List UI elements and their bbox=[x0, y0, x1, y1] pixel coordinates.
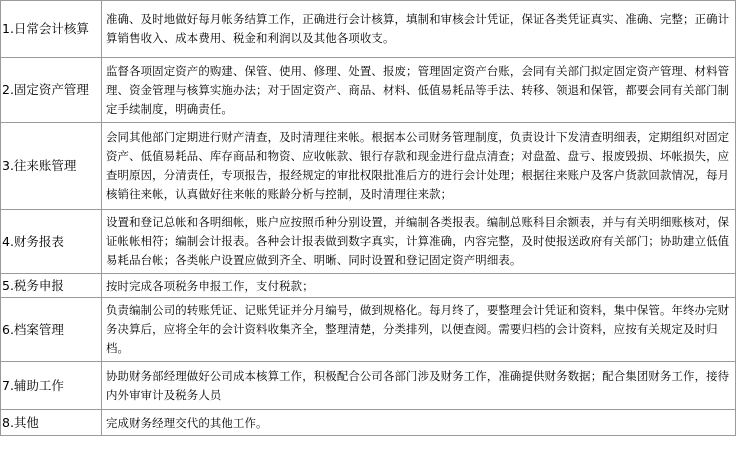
table-row bbox=[1, 1, 736, 58]
category-cell[interactable]: 6.档案管理 bbox=[1, 298, 102, 362]
table-row bbox=[1, 362, 736, 410]
category-cell[interactable]: 4.财务报表 bbox=[1, 210, 102, 274]
category-cell[interactable]: 5.税务申报 bbox=[1, 274, 102, 298]
category-cell[interactable]: 8.其他 bbox=[1, 410, 102, 436]
description-cell[interactable]: 协助财务部经理做好公司成本核算工作，积极配合公司各部门涉及财务工作，准确提供财务数据；配合集团财务工作，接待内外审审计及税务人员 bbox=[102, 362, 736, 410]
description-cell[interactable]: 会同其他部门定期进行财产清查，及时清理往来帐。根据本公司财务管理制度，负责设计下发清查明细表，定期组织对固定资产、低值易耗品、库存商品和物资、应收帐款、银行存款和现金进行盘点清查；对盘盈、盘亏、报废毁损、坏帐损失，应查明原因，分清责任，专项报告，报经规定的审批权限批准后方的进行会计处理；根据往来账户及客户货款回款情况，每月核销往来帐，认真做好往来帐的账龄分析与控制，及时清理往来款； bbox=[102, 123, 736, 210]
table-row bbox=[1, 58, 736, 123]
table-row bbox=[1, 410, 736, 436]
category-cell[interactable]: 2.固定资产管理 bbox=[1, 58, 102, 123]
description-cell[interactable]: 监督各项固定资产的购建、保管、使用、修理、处置、报废；管理固定资产台账，会同有关部门拟定固定资产管理、材料管理、资金管理与核算实施办法；对于固定资产、商品、材料、低值易耗品等手法、转移、领退和保管，都要会同有关部门制定手续制度，明确责任。 bbox=[102, 58, 736, 123]
table-row bbox=[1, 298, 736, 362]
category-cell[interactable]: 3.往来账管理 bbox=[1, 123, 102, 210]
description-cell[interactable]: 设置和登记总帐和各明细帐，账户应按照币种分别设置，并编制各类报表。编制总账科目余额表，并与有关明细账核对，保证帐帐相符；编制会计报表。各种会计报表做到数字真实，计算准确，内容完整，及时使报送政府有关部门；协助建立低值易耗品台帐；各类帐户设置应做到齐全、明晰、同时设置和登记固定资产明细表。 bbox=[102, 210, 736, 274]
table-row bbox=[1, 274, 736, 298]
category-cell[interactable]: 7.辅助工作 bbox=[1, 362, 102, 410]
description-cell[interactable]: 完成财务经理交代的其他工作。 bbox=[102, 410, 736, 436]
description-cell[interactable]: 按时完成各项税务申报工作，支付税款； bbox=[102, 274, 736, 298]
category-cell[interactable]: 1.日常会计核算 bbox=[1, 1, 102, 58]
description-cell[interactable]: 负责编制公司的转账凭证、记账凭证并分月编号，做到规格化。每月终了，要整理会计凭证和资料，集中保管。年终办完财务决算后，应将全年的会计资料收集齐全，整理清楚，分类排列，以便查阅。需要归档的会计资料，应按有关规定及时归档。 bbox=[102, 298, 736, 362]
table-row bbox=[1, 210, 736, 274]
description-cell[interactable]: 准确、及时地做好每月帐务结算工作，正确进行会计核算，填制和审核会计凭证，保证各类凭证真实、准确、完整；正确计算销售收入、成本费用、税金和利润以及其他各项收支。 bbox=[102, 1, 736, 58]
table-row bbox=[1, 123, 736, 210]
